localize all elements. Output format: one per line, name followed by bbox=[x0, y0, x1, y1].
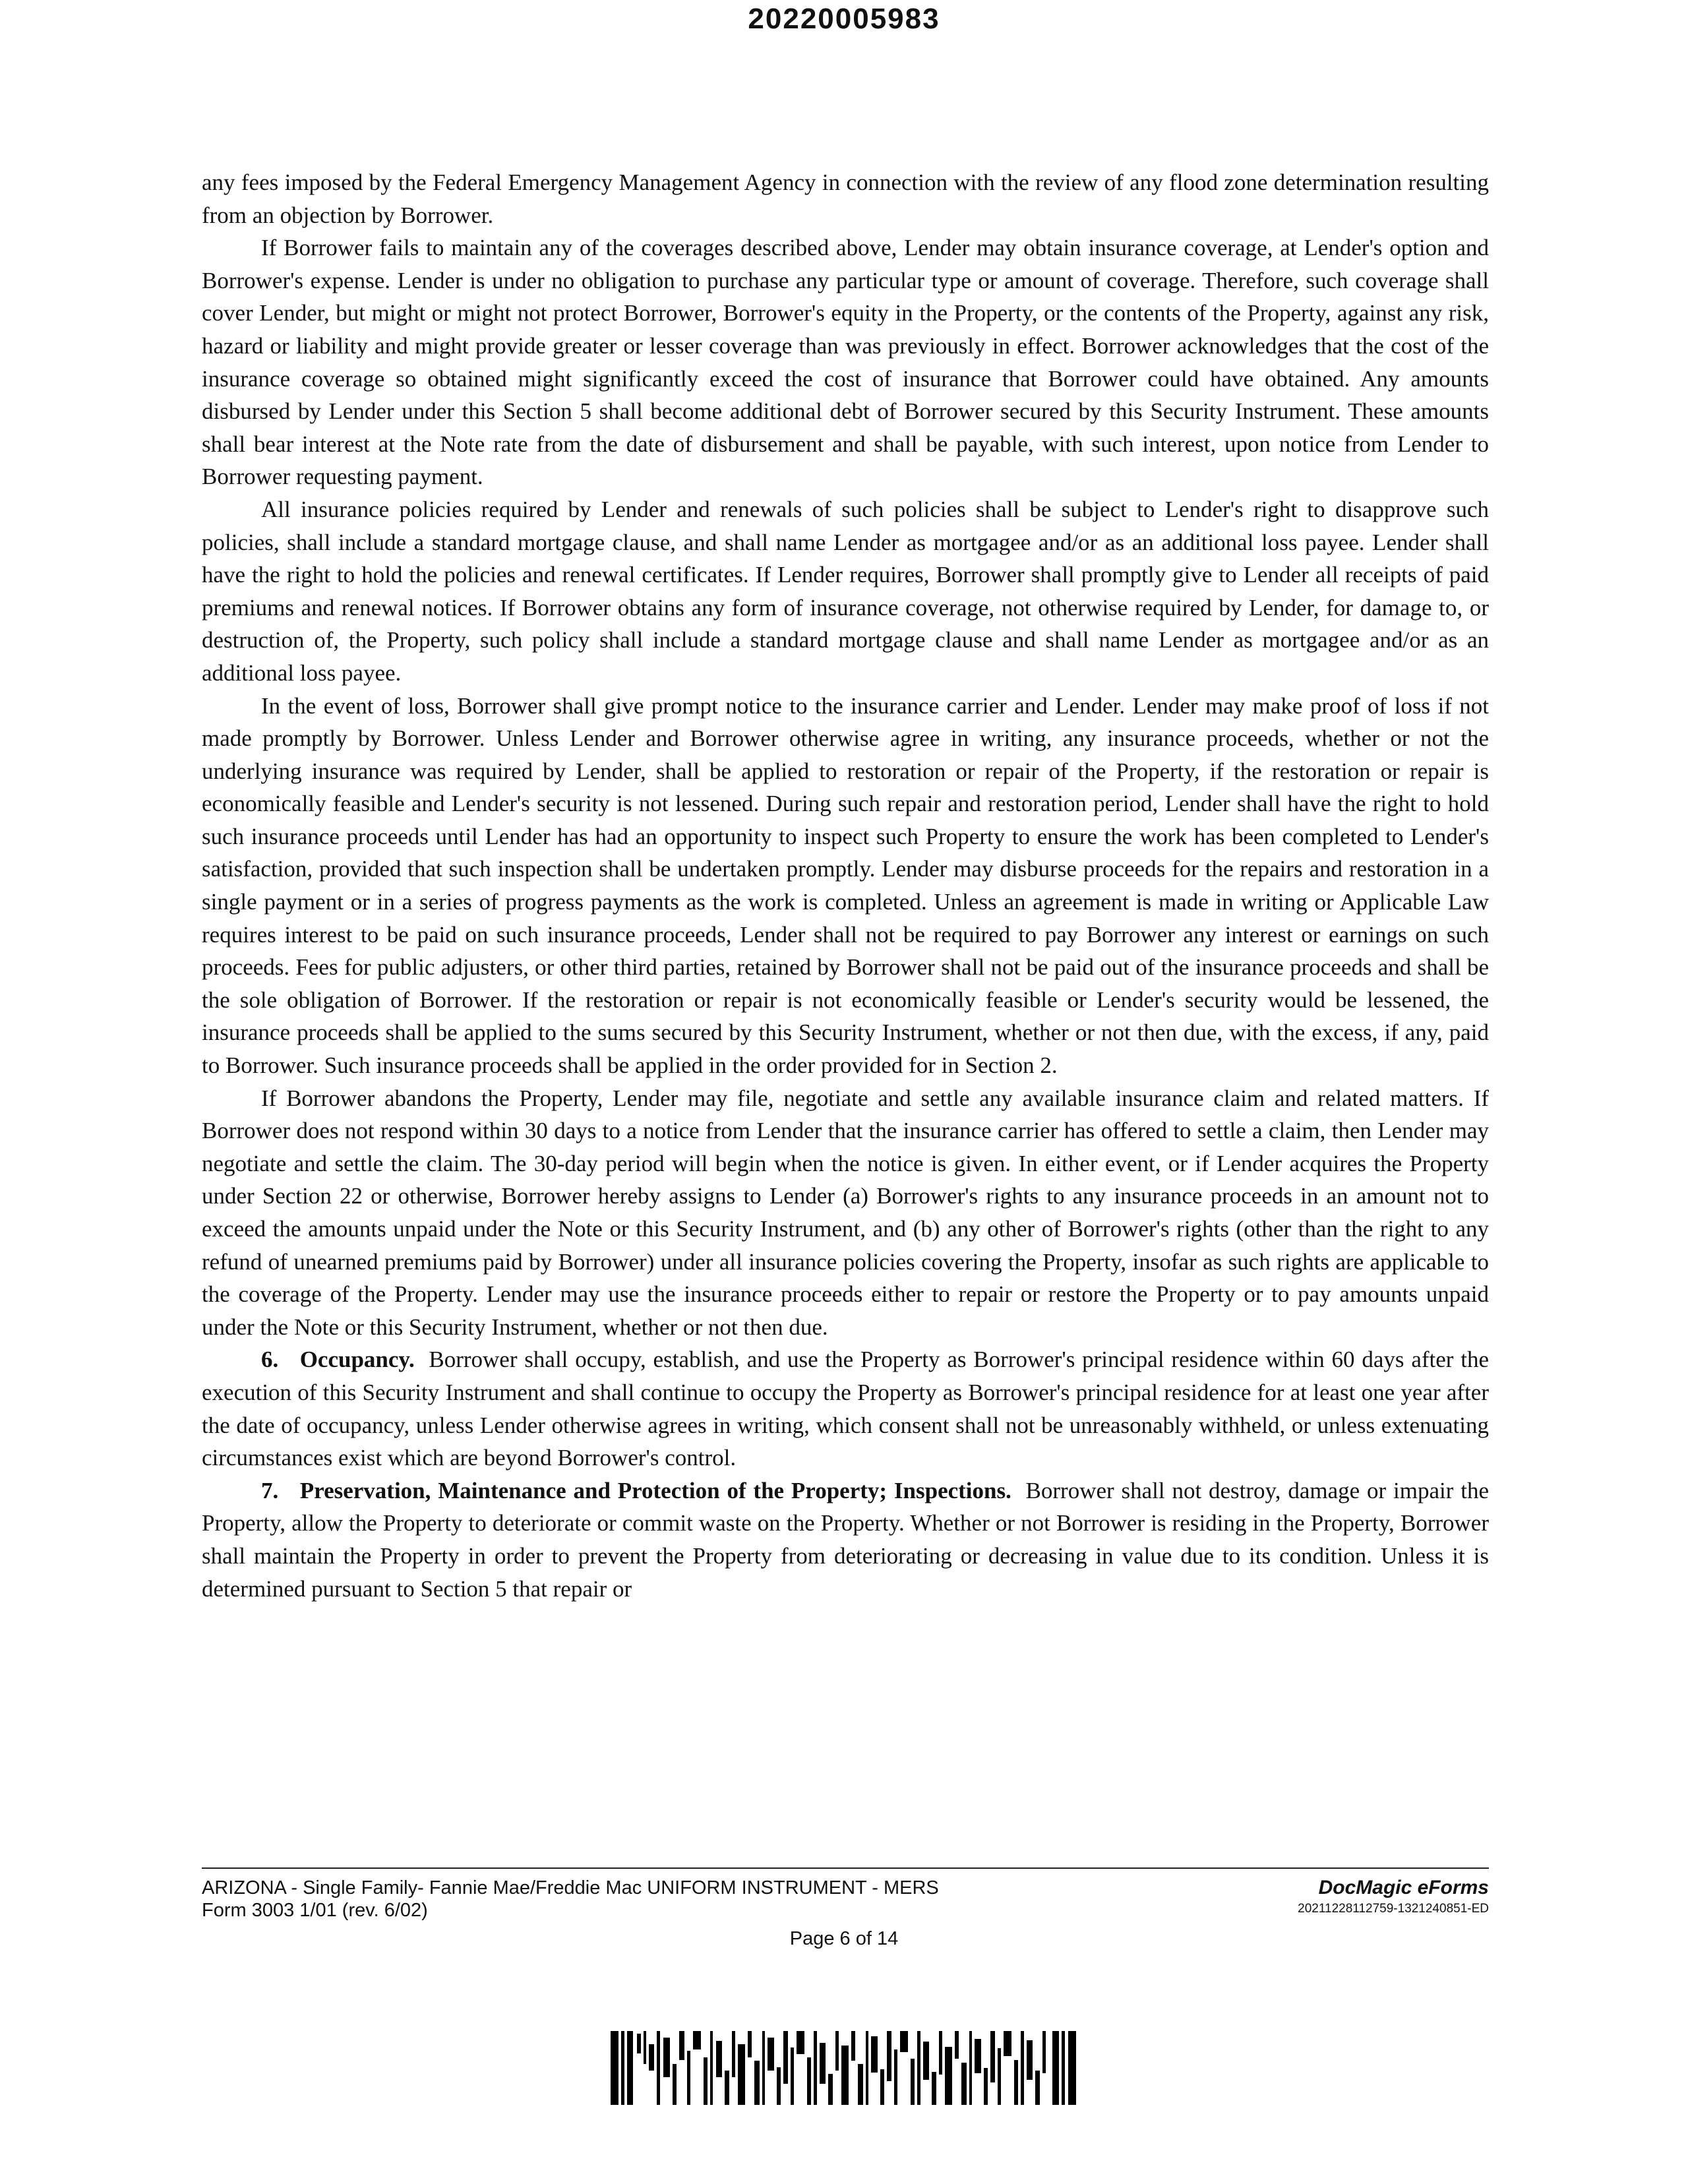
section-title: Preservation, Maintenance and Protection of the Property; Inspections. bbox=[299, 1477, 1011, 1503]
paragraph-insurance-policies: All insurance policies required by Lender and renewals of such policies shall be subject to Lender's right to disapprove such policies, shall include a standard mortgage clause, and shall name Lender as mortgagee and/or as an additional loss payee. Lender shall have the right to hold the policies and renewal certificates. If Lender requires, Borrower shall promptly give to Lender all receipts of paid premiums and renewal notices. If Borrower obtains any form of insurance coverage, not otherwise required by Lender, for damage to, or destruction of, the Property, such policy shall include a standard mortgage clause and shall name Lender as mortgagee and/or as an additional loss payee. bbox=[202, 496, 1489, 686]
section-7-preservation bbox=[202, 1474, 1489, 1605]
section-number: 6. bbox=[261, 1347, 279, 1373]
section-text: Borrower shall not destroy, damage or impair the Property, allow the Property to deteriorate or commit waste on the Property. Whether or not Borrower is residing in the Property, Borrower shall maintain the Property in order to prevent the Property from deteriorating or decreasing in value due to its condition. Unless it is determined pursuant to Section 5 that repair or bbox=[202, 1477, 1489, 1602]
footer-brand-block bbox=[1027, 1877, 1489, 1919]
footer-document-id: 20211228112759-1321240851-ED bbox=[1298, 1902, 1489, 1916]
section-6-occupancy bbox=[202, 1343, 1489, 1474]
footer-form-number: Form 3003 1/01 (rev. 6/02) bbox=[202, 1900, 428, 1921]
docmagic-logo: DocMagic eForms bbox=[1318, 1877, 1489, 1898]
paragraph-continued: any fees imposed by the Federal Emergency Management Agency in connection with the review of any flood zone determination resulting from an objection by Borrower. bbox=[202, 169, 1489, 228]
recording-number: 20220005983 bbox=[748, 3, 940, 35]
barcode-icon bbox=[611, 2031, 1079, 2105]
paragraph-abandonment: If Borrower abandons the Property, Lender may file, negotiate and settle any available insurance claim and related matters. If Borrower does not respond within 30 days to a notice from Lender that the insurance carrier has offered to settle a claim, then Lender may negotiate and settle the claim. The 30-day period will begin when the notice is given. In either event, or if Lender acquires the Property under Section 22 or otherwise, Borrower hereby assigns to Lender (a) Borrower's rights to any insurance proceeds in an amount not to exceed the amounts unpaid under the Note or this Security Instrument, and (b) any other of Borrower's rights (other than the right to any refund of unearned premiums paid by Borrower) under all insurance policies covering the Property, insofar as such rights are applicable to the coverage of the Property. Lender may use the insurance proceeds either to repair or restore the Property or to pay amounts unpaid under the Note or this Security Instrument, whether or not then due. bbox=[202, 1085, 1489, 1340]
paragraph-event-of-loss: In the event of loss, Borrower shall give prompt notice to the insurance carrier and Lender. Lender may make proof of loss if not made promptly by Borrower. Unless Lender and Borrower otherwise agree in writing, any insurance proceeds, whether or not the underlying insurance was required by Lender, shall be applied to restoration or repair of the Property, if the restoration or repair is economically feasible and Lender's security is not lessened. During such repair and restoration period, Lender shall have the right to hold such insurance proceeds until Lender has had an opportunity to inspect such Property to ensure the work has been completed to Lender's satisfaction, provided that such inspection shall be undertaken promptly. Lender may disburse proceeds for the repairs and restoration in a single payment or in a series of progress payments as the work is completed. Unless an agreement is made in writing or Applicable Law requires interest to be paid on such insurance proceeds, Lender shall not be required to pay Borrower any interest or earnings on such proceeds. Fees for public adjusters, or other third parties, retained by Borrower shall not be paid out of the insurance proceeds and shall be the sole obligation of Borrower. If the restoration or repair is not economically feasible or Lender's security would be lessened, the insurance proceeds shall be applied to the sums secured by this Security Instrument, whether or not then due, with the excess, if any, paid to Borrower. Such insurance proceeds shall be applied in the order provided for in Section 2. bbox=[202, 692, 1489, 1079]
paragraph-forced-coverage: If Borrower fails to maintain any of the coverages described above, Lender may obtain insurance coverage, at Lender's option and Borrower's expense. Lender is under no obligation to purchase any particular type or amount of coverage. Therefore, such coverage shall cover Lender, but might or might not protect Borrower, Borrower's equity in the Property, or the contents of the Property, against any risk, hazard or liability and might provide greater or lesser coverage than was previously in effect. Borrower acknowledges that the cost of the insurance coverage so obtained might significantly exceed the cost of insurance that Borrower could have obtained. Any amounts disbursed by Lender under this Section 5 shall become additional debt of Borrower secured by this Security Instrument. These amounts shall bear interest at the Note rate from the date of disbursement and shall be payable, with such interest, upon notice from Lender to Borrower requesting payment. bbox=[202, 235, 1489, 490]
document-body bbox=[202, 166, 1489, 1605]
footer-divider bbox=[202, 1867, 1489, 1869]
footer-form-title: ARIZONA - Single Family- Fannie Mae/Freddie Mac UNIFORM INSTRUMENT - MERS bbox=[202, 1877, 939, 1898]
section-title: Occupancy. bbox=[299, 1347, 415, 1373]
page-number: Page 6 of 14 bbox=[789, 1928, 899, 1949]
section-text: Borrower shall occupy, establish, and use the Property as Borrower's principal residence within 60 days after the execution of this Security Instrument and shall continue to occupy the Property as Borrower's principal residence for at least one year after the date of occupancy, unless Lender otherwise agrees in writing, which consent shall not be unreasonably withheld, or unless extenuating circumstances exist which are beyond Borrower's control. bbox=[202, 1347, 1490, 1471]
section-number: 7. bbox=[261, 1477, 279, 1503]
